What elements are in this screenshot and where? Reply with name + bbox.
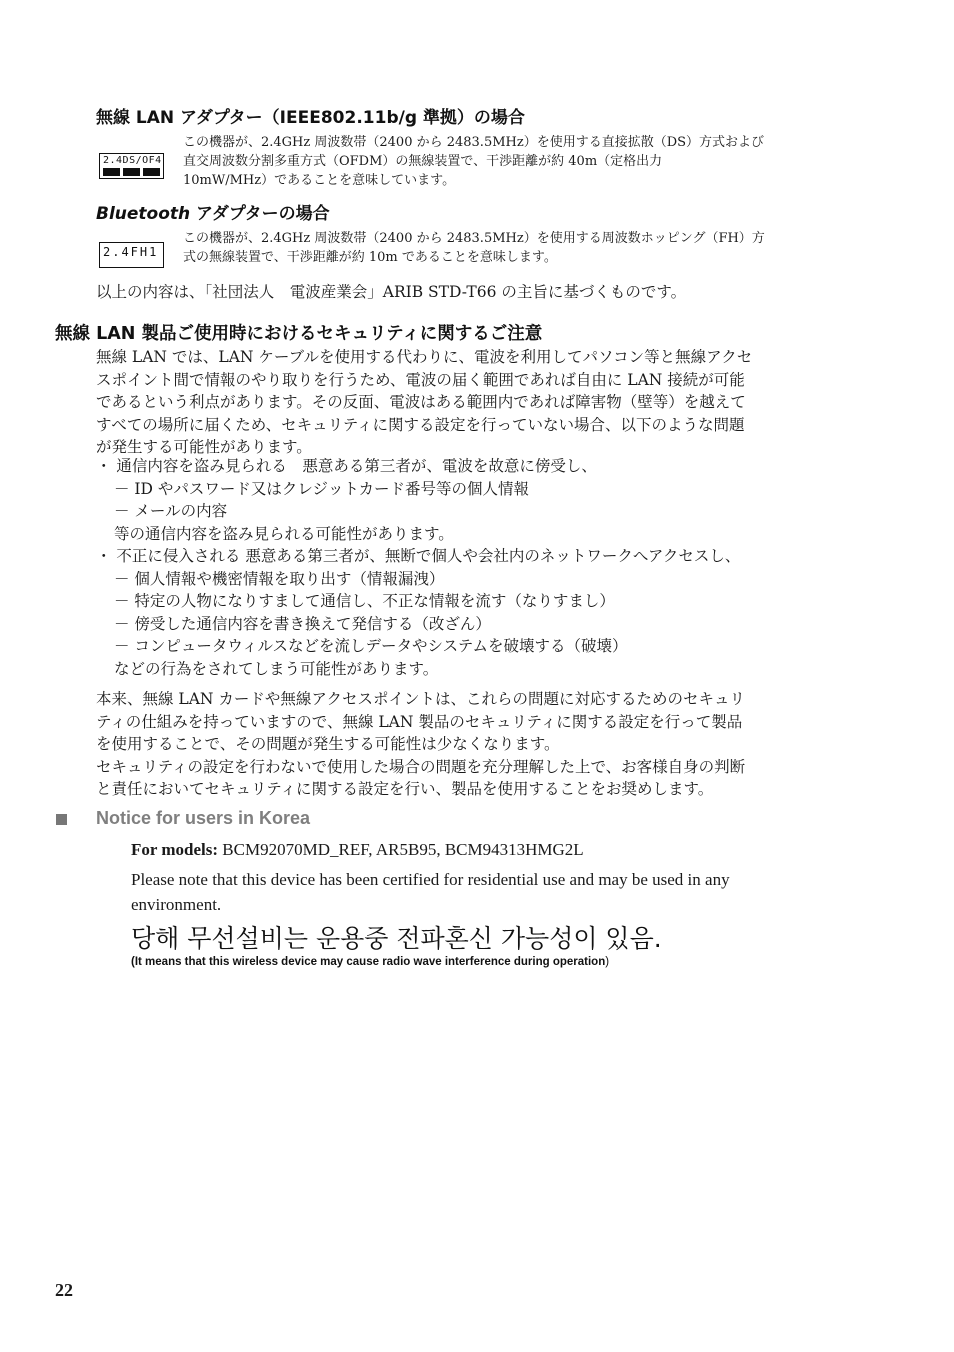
korea-note	[131, 867, 730, 917]
bullet-sub-item: － ID やパスワード又はクレジットカード番号等の個人情報	[114, 479, 530, 498]
bullet-line: ・ 通信内容を盗み見られる 悪意ある第三者が、電波を故意に傍受し、	[96, 457, 597, 475]
security-title: 無線 LAN 製品ご使用時におけるセキュリティに関するご注意	[55, 324, 543, 344]
section1-paragraph	[183, 133, 764, 190]
bluetooth-word: Bluetooth	[96, 204, 191, 224]
korea-notice-title: Notice for users in Korea	[96, 808, 311, 828]
security-intro	[96, 346, 752, 459]
security-closing	[96, 688, 745, 801]
ds-of4-label-icon	[99, 153, 164, 179]
closing-line: 本来、無線 LAN カードや無線アクセスポイントは、これらの問題に対応するためのセキュリ	[96, 690, 745, 708]
closing-line: ティの仕組みを持っていますので、無線 LAN 製品のセキュリティに関する設定を行って製品	[96, 712, 743, 731]
bullet-line: ・ 不正に侵入される 悪意ある第三者が、無断で個人や会社内のネットワークへアクセスし、	[96, 547, 741, 565]
bullet-sub-item: － コンピュータウィルスなどを流しデータやシステムを破壊する（破壊）	[114, 637, 628, 655]
bullet-sub-item: － メールの内容	[114, 502, 228, 520]
closing-line: セキュリティの設定を行わないで使用した場合の問題を充分理解した上で、お客様自身の判断	[96, 757, 746, 776]
intro-line: であるという利点があります。その反面、電波はある範囲内であれば障害物（壁等）を越えて	[96, 393, 746, 411]
square-bullet-icon	[56, 814, 67, 825]
section1-title: 無線 LAN アダプター（IEEE802.11b/g 準拠）の場合	[96, 108, 525, 128]
bullet-tail: などの行為をされてしまう可能性があります。	[114, 659, 439, 678]
closing-line: と責任においてセキュリティに関する設定を行い、製品を使用することをお奨めします。	[96, 780, 714, 798]
models-value: BCM92070MD_REF, AR5B95, BCM94313HMG2L	[218, 840, 584, 859]
korean-warning: 당해 무선설비는 운용중 전파혼신 가능성이 있음.	[131, 924, 662, 953]
bullet-sub-item: － 特定の人物になりすまして通信し、不正な情報を流す（なりすまし）	[114, 592, 615, 610]
fh1-label-icon	[99, 242, 164, 268]
section1-line: 10mW/MHz）であることを意味しています。	[183, 173, 456, 188]
bullet-eavesdrop	[96, 455, 740, 680]
intro-line: が発生する可能性があります。	[96, 438, 312, 456]
closing-line: を使用することで、その問題が発生する可能性は少なくなります。	[96, 735, 560, 753]
korean-translation	[131, 956, 609, 968]
intro-line: スポイント間で情報のやり取りを行うため、電波の届く範囲であれば自由に LAN 接続が可能	[96, 370, 745, 389]
section2-paragraph	[183, 229, 765, 267]
section1-line: この機器が、2.4GHz 周波数帯（2400 から 2483.5MHz）を使用する直接拡散（DS）方式および	[183, 135, 765, 150]
section1-line: 直交周波数分割多重方式（OFDM）の無線装置で、干渉距離が約 40m（定格出力	[183, 154, 663, 169]
arib-note: 以上の内容は、「社団法人 電波産業会」ARIB STD-T66 の主旨に基づくものです。	[96, 283, 687, 301]
translation-text: (It means that this wireless device may cause radio wave interference during operation	[131, 956, 606, 968]
intro-line: すべての場所に届くため、セキュリティに関する設定を行っていない場合、以下のような問題	[96, 415, 745, 434]
fh1-label-text: 2.4FH1	[103, 245, 159, 259]
ds-of4-label-text: 2.4DS/OF4	[103, 155, 162, 166]
section2-title	[96, 199, 330, 224]
models-label: For models:	[131, 840, 219, 859]
bullet-sub-item: － 個人情報や機密情報を取り出す（情報漏洩）	[114, 569, 445, 588]
section2-line: 式の無線装置で、干渉距離が約 10m であることを意味します。	[183, 250, 557, 265]
section2-title-rest: アダプターの場合	[190, 204, 330, 224]
intro-line: 無線 LAN では、LAN ケーブルを使用する代わりに、電波を利用してパソコン等と無線アクセ	[96, 348, 753, 366]
translation-close: )	[605, 956, 610, 968]
models-line	[131, 840, 584, 860]
bullet-tail: 等の通信内容を盗み見られる可能性があります。	[114, 524, 454, 543]
page-number: 22	[55, 1280, 73, 1300]
section2-line: この機器が、2.4GHz 周波数帯（2400 から 2483.5MHz）を使用する周波数ホッピング（FH）方	[183, 231, 765, 246]
korea-note-line: Please note that this device has been certified for residential use and may be used in any	[131, 870, 730, 889]
korea-note-line: environment.	[131, 895, 222, 914]
ds-of4-label-bars	[100, 168, 163, 178]
bullet-sub-item: － 傍受した通信内容を書き換えて発信する（改ざん）	[114, 614, 491, 633]
